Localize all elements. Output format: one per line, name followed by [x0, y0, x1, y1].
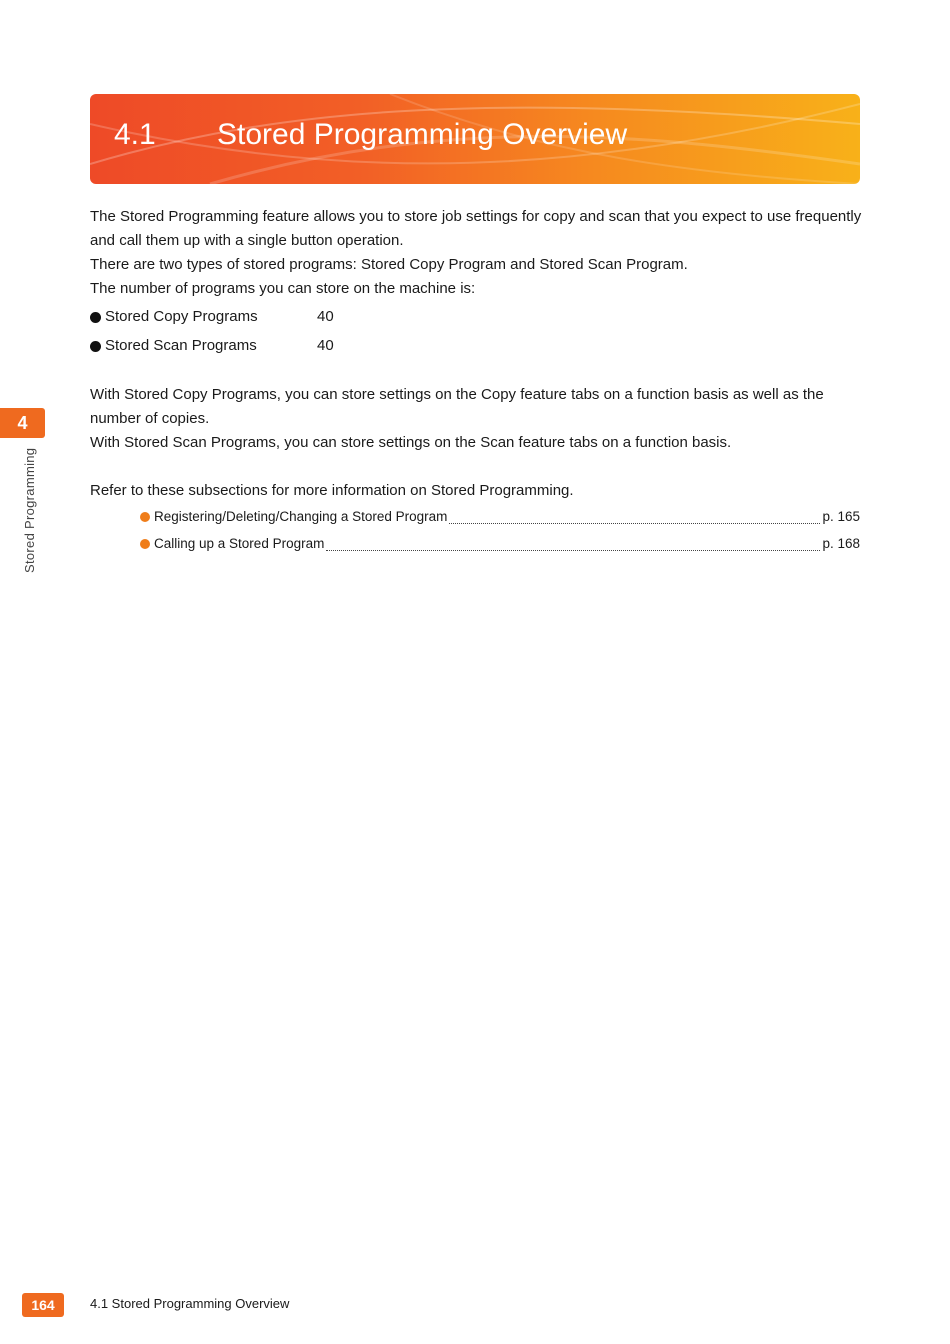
reference-link-1[interactable]: [140, 508, 860, 526]
intro-paragraph-2: There are two types of stored programs: Stored Copy Program and Stored Scan Program.: [90, 256, 688, 273]
details-paragraph-2: With Stored Scan Programs, you can store settings on the Scan feature tabs on a function basis.: [90, 434, 732, 451]
spec-row-scan: [90, 336, 334, 356]
footer-section-label: 4.1 Stored Programming Overview: [90, 1296, 290, 1311]
section-number: 4.1: [114, 118, 156, 151]
chapter-side-title: Stored Programming: [22, 447, 37, 573]
section-banner: [90, 94, 860, 184]
dot-leader: [449, 511, 820, 524]
intro-paragraph-3: The number of programs you can store on the machine is:: [90, 280, 476, 297]
reference-label[interactable]: Calling up a Stored Program: [154, 536, 325, 551]
intro-paragraph-1: The Stored Programming feature allows you to store job settings for copy and scan that you expect to use frequently and call them up with a single button operation.: [90, 208, 862, 249]
reference-page[interactable]: p. 168: [822, 536, 860, 551]
orange-bullet-icon: [140, 512, 150, 522]
reference-link-2[interactable]: [140, 535, 860, 553]
bullet-icon: [90, 312, 101, 323]
reference-page[interactable]: p. 165: [822, 509, 860, 524]
spec-value: 40: [317, 337, 334, 354]
page-number-badge: 164: [22, 1293, 64, 1317]
orange-bullet-icon: [140, 539, 150, 549]
chapter-tab: 4: [0, 408, 45, 438]
refer-intro: [90, 479, 865, 503]
section-title: Stored Programming Overview: [217, 118, 628, 151]
spec-row-copy: [90, 307, 334, 327]
dot-leader: [326, 538, 820, 551]
intro-block: [90, 205, 865, 301]
spec-value: 40: [317, 308, 334, 325]
bullet-icon: [90, 341, 101, 352]
spec-name: Stored Copy Programs: [105, 308, 258, 325]
details-block: [90, 383, 865, 455]
refer-intro-text: Refer to these subsections for more information on Stored Programming.: [90, 482, 574, 499]
details-paragraph-1: With Stored Copy Programs, you can store settings on the Copy feature tabs on a function basis as well as the number of copies.: [90, 386, 824, 427]
reference-label[interactable]: Registering/Deleting/Changing a Stored Program: [154, 509, 448, 524]
spec-name: Stored Scan Programs: [105, 337, 257, 354]
